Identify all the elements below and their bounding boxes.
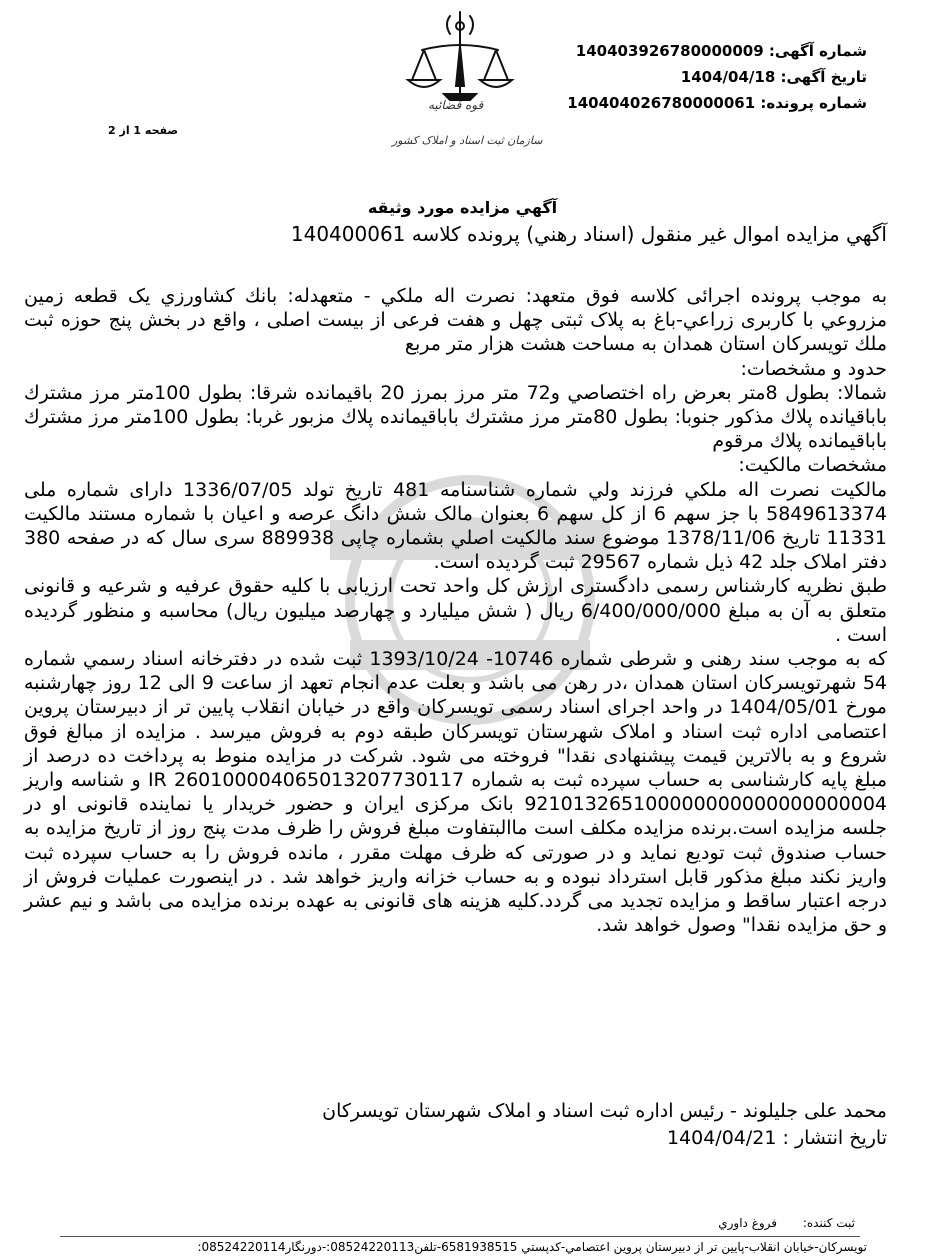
ad-number-row: [567, 38, 867, 64]
auction-paragraph: كه به موجب سند رهنی و شرطی شماره 10746- 1393/10/24 ثبت شده در دفترخانه اسناد رسمي شماره 54 شهرتويسركان استان همدان ،در رهن می باشد و بعلت عدم انجام تعهد از ساعت 9 الی 12 روز چهارشنبه مورخ 1404/05/01 در واحد اجرای اسناد رسمی تويسركان واقع در خيابان انقلاب پايين تر از دبيرستان پروين اعتصامی اداره ثبت اسناد و املاک شهرستان تويسركان طبقه دوم به فروش ميرسد . مزايده از مبالغ فوق شروع و به بالاترين قيمت پيشنهادی نقدا" فروخته می شود. شركت در مزايده منوط به پرداخت ده درصد از مبلغ پايه كارشناسی به حساب سپرده ثبت به شماره IR 260100004065013207730117 و شناسه واريز 921013265100000000000000000004 بانک مركزی ايران و حضور خريدار يا نماينده قانونی او در جلسه مزايده است.برنده مزايده مكلف است ماالبتفاوت مبلغ فروش را ظرف مدت پنج روز از تاريخ مزايده به حساب صندوق ثبت توديع نمايد و در صورتی كه ظرف مهلت مقرر ، مانده فروش را به حساب سپرده ثبت واريز نكند مبلغ مذكور قابل استرداد نبوده و به حساب خزانه واريز خواهد شد . در اينصورت عمليات فروش از درجه اعتبار ساقط و مزايده تجديد می گردد.كليه هزينه های قانونی به عهده برنده مزايده می باشد و نيم عشر و حق مزايده نقدا" وصول خواهد شد.: [24, 648, 887, 937]
intro-paragraph: به موجب پرونده اجرائی كلاسه فوق متعهد: نصرت اله ملكي - متعهدله: بانك كشاورزي يک قطعه زمين مزروعي با كاربری زراعي-باغ به پلاک ثبتی چهل و هفت فرعی از بيست اصلی ، واقع در بخش پنج حوزه ثبت ملك تويسركان استان همدان به مساحت هشت هزار متر مربع: [24, 285, 887, 356]
header-info: [567, 38, 867, 116]
footer-divider: [60, 1236, 860, 1237]
emblem-caption-organization: سازمان ثبت اسناد و املاک کشور: [392, 134, 543, 147]
document-title: آگهي مزايده مورد وثيقه: [367, 198, 558, 217]
registrar-line: [696, 1216, 855, 1230]
ad-date: 1404/04/18: [680, 68, 776, 86]
page-indicator: صفحه 1 از 2: [108, 124, 179, 137]
bounds-heading: حدود و مشخصات:: [740, 357, 887, 380]
registrar-name: فروغ داوري: [718, 1216, 778, 1230]
case-number-label: شماره پرونده:: [760, 94, 867, 112]
footer-address: تويسركان-خيابان انقلاب-پايين تر از دبيرستان پروين اعتصامي-كدپستي 6581938515-تلفن08524220113:-دورنگار08524220114:: [197, 1240, 867, 1254]
document-body: [24, 284, 887, 937]
case-number: 140404026780000061: [567, 94, 756, 112]
signer-line: محمد علی جليلوند - رئيس اداره ثبت اسناد و املاک شهرستان تويسركان: [322, 1100, 887, 1122]
ownership-heading: مشخصات مالكيت:: [738, 454, 887, 477]
ad-number-label: شماره آگهی:: [768, 42, 867, 60]
publication-date-label: تاريخ انتشار :: [782, 1127, 887, 1149]
bounds-paragraph: شمالا: بطول 8متر بعرض راه اختصاصي و72 متر مرز بمرز 20 باقيمانده شرقا: بطول 100متر مرز مشترك باباقيانده پلاك مذكور جنوبا: بطول 80متر مرز مشترك باباقيمانده پلاك مزبور غربا: بطول 100متر مرز مشترك باباقيمانده پلاك مرقوم: [24, 381, 887, 453]
valuation-paragraph: طبق نظريه كارشناس رسمی دادگستری ارزش كل واحد تحت ارزيابی با كليه حقوق عرفيه و شرعيه و قانونی متعلق به آن به مبلغ 6/400/000/000 ريال ( شش ميليارد و چهارصد ميليون ريال) محاسبه و منظور گرديده است .: [24, 575, 888, 646]
case-number-row: [567, 90, 867, 116]
ownership-paragraph: مالكيت نصرت اله ملكي فرزند ولي شماره شناسنامه 481 تاريخ تولد 1336/07/05 دارای شماره ملی 5849613374 با جز سهم 6 از كل سهم 6 بعنوان مالک شش دانگ عرصه و اعيان با شماره مستند مالكيت 11331 تاريخ 1378/11/06 موضوع سند مالكيت اصلي بشماره چاپی 889938 سری سال که در صفحه 380 دفتر املاک جلد 42 ذيل شماره 29567 ثبت گرديده است.: [24, 478, 887, 574]
registrar-label: ثبت كننده:: [802, 1216, 855, 1230]
document-subtitle: آگهي مزايده اموال غير منقول (اسناد رهني) پرونده كلاسه 140400061: [290, 222, 887, 246]
ad-number: 140403926780000009: [575, 42, 764, 60]
publication-date: 1404/04/21: [666, 1127, 777, 1149]
ad-date-label: تاریخ آگهی:: [780, 68, 867, 86]
ad-date-row: [567, 64, 867, 90]
emblem-caption-judiciary: قوه قضائیه: [428, 98, 484, 112]
publication-date-line: [667, 1127, 887, 1149]
